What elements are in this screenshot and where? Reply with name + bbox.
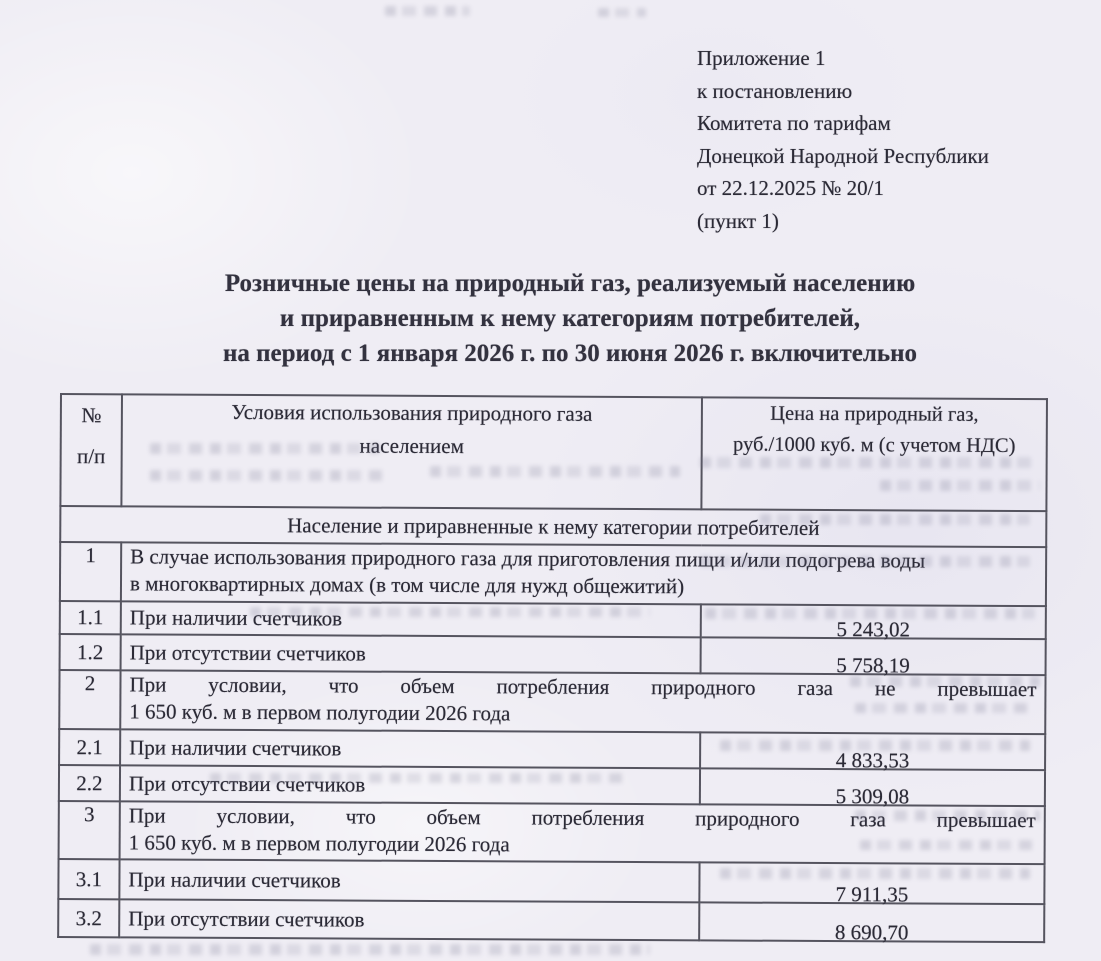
header-conditions-line: Условия использования природного газа (231, 399, 593, 426)
row-price-cell (701, 637, 1046, 678)
document-title-line: Розничные цены на природный газ, реализуемый населению (224, 270, 916, 297)
bleed-through-artifact (705, 608, 1035, 619)
description-line: в многоквартирных домах (в том числе для нужд общежитий) (129, 571, 685, 599)
section-row-label: Население и приравненные к нему категории потребителей (60, 506, 1046, 547)
description-line: В случае использования природного газа для приготовления пищи и/или подогрева воды (130, 544, 926, 573)
table-row (60, 542, 1046, 606)
appendix-line: от 22.12.2025 № 20/1 (697, 176, 885, 200)
document-title-line: и приравненным к нему категориям потребителей, (279, 305, 861, 332)
description-line: При условии, что объем потребления природного газа не превышает (129, 672, 1037, 702)
table-row (58, 859, 1044, 904)
bleed-through-artifact (855, 703, 1035, 713)
price-value: 4 833,53 (835, 748, 910, 773)
row-number-cell: 2.1 (59, 729, 120, 765)
row-number-cell: 1.2 (60, 634, 121, 670)
row-condition-cell: При отсутствии счетчиков (120, 765, 700, 804)
row-price-cell (699, 902, 1044, 945)
row-condition-cell: При наличии счетчиков (121, 601, 701, 637)
price-value: 5 309,08 (835, 784, 910, 809)
header-price-line: Цена на природный газ, (770, 402, 979, 426)
price-value: 5 758,19 (836, 653, 910, 678)
row-number-cell: 2 (59, 670, 120, 729)
appendix-line: (пункт 1) (697, 208, 779, 233)
header-number-line: п/п (76, 444, 106, 469)
appendix-reference-block (697, 42, 989, 237)
row-number-cell: 1.1 (60, 601, 121, 634)
bleed-through-artifact (598, 8, 646, 17)
bleed-through-artifact (90, 944, 650, 955)
document-title (40, 266, 1100, 371)
section-row (60, 506, 1046, 547)
header-price-line: руб./1000 куб. м (с учетом НДС) (732, 433, 1016, 458)
appendix-line: Комитета по тарифам (697, 111, 891, 135)
bleed-through-artifact (385, 6, 470, 16)
appendix-line: Приложение 1 (697, 46, 826, 70)
row-condition-cell: При отсутствии счетчиков (121, 634, 701, 673)
row-number-cell: 3 (59, 801, 120, 859)
bleed-through-artifact (150, 470, 390, 481)
bleed-through-artifact (700, 556, 1030, 567)
row-number-cell: 3.2 (58, 899, 119, 937)
document-title-line: на период с 1 января 2026 г. по 30 июня 2026 г. включительно (222, 340, 918, 367)
bleed-through-artifact (850, 676, 1040, 687)
bleed-through-artifact (720, 868, 1030, 879)
bleed-through-artifact (210, 773, 630, 783)
row-description-cell (121, 542, 1046, 606)
row-price-cell (700, 768, 1045, 809)
price-value: 5 243,02 (836, 617, 911, 642)
row-price-cell (700, 732, 1045, 773)
header-cell-number (60, 394, 122, 506)
row-number-cell: 3.1 (58, 859, 119, 899)
bleed-through-artifact (430, 466, 680, 477)
bleed-through-artifact (150, 443, 380, 454)
bleed-through-artifact (760, 514, 1030, 525)
bleed-through-artifact (880, 480, 1040, 491)
price-value: 7 911,35 (835, 882, 909, 907)
bleed-through-artifact (855, 810, 1040, 821)
row-condition-cell: При наличии счетчиков (120, 729, 700, 768)
description-line: 1 650 куб. м в первом полугодии 2026 года (129, 699, 511, 726)
bleed-through-artifact (700, 457, 1035, 468)
appendix-line: Донецкой Народной Республики (697, 143, 989, 168)
bleed-through-artifact (860, 840, 1035, 850)
price-value: 8 690,70 (834, 920, 909, 945)
row-number-cell: 2.2 (59, 765, 120, 801)
row-number-cell: 1 (60, 542, 121, 601)
header-number-line: № (81, 403, 102, 428)
row-condition-cell: При отсутствии счетчиков (119, 899, 699, 940)
bleed-through-artifact (250, 607, 650, 617)
bleed-through-artifact (720, 740, 1030, 751)
row-condition-cell: При наличии счетчиков (119, 859, 699, 902)
header-conditions-line: населением (359, 433, 464, 459)
description-line: 1 650 куб. м в первом полугодии 2026 года (128, 830, 510, 857)
header-cell-price (701, 397, 1047, 511)
appendix-line: к постановлению (697, 78, 853, 103)
description-line: При условии, что объем потребления природного газа превышает (128, 803, 1036, 833)
